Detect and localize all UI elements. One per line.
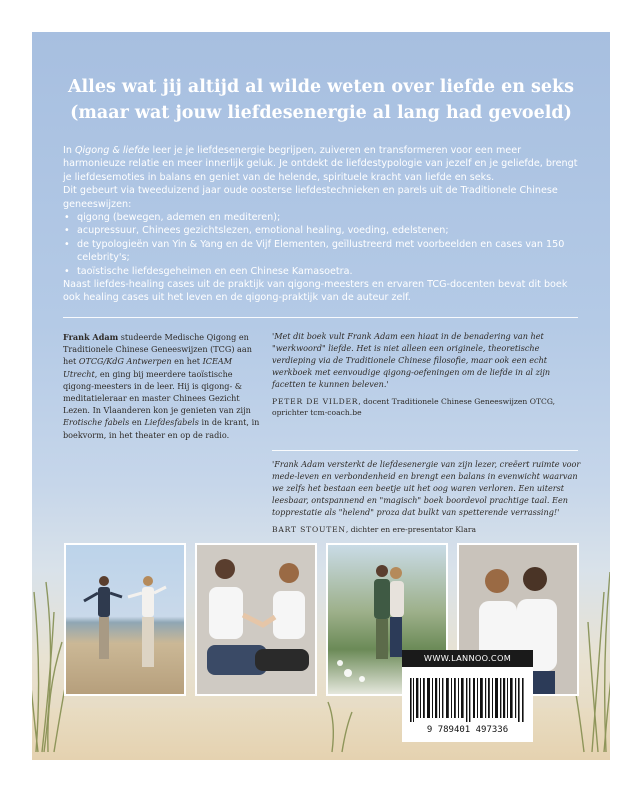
section-divider	[63, 317, 578, 318]
couple-silhouette-icon	[66, 545, 184, 694]
bio-text: en het	[171, 356, 203, 367]
photo-couple-seated-qigong	[195, 543, 317, 696]
book-title-inline: Qigong & liefde	[74, 145, 150, 156]
quote-attribution	[272, 396, 582, 418]
bio-italic: Liefdesfabels	[144, 417, 199, 428]
review-quote-2	[272, 458, 582, 535]
intro-paragraph-3: Naast liefdes-healing cases uit de praktijk van qigong-meesters en ervaren TCG-docenten bevat dit boek ook healing cases uit het leven en de qigong-praktijk van de auteur zelf.	[63, 279, 568, 304]
bio-italic: ICEAM Utrecht	[63, 356, 233, 379]
headline-line-1: Alles wat jij altijd al wilde weten over liefde en seks	[67, 77, 575, 97]
quote-author: BART STOUTEN	[272, 525, 346, 534]
intro-blurb	[63, 144, 583, 305]
barcode-panel	[402, 650, 533, 742]
intro-text: In	[63, 145, 75, 156]
quote-author-role: , docent Traditionele Chinese Geneeswijzen OTCG, oprichter tcm-coach.be	[272, 397, 556, 417]
cover-headline	[32, 74, 610, 126]
barcode-icon	[410, 678, 526, 722]
couple-silhouette-icon	[197, 545, 315, 694]
publisher-url: WWW.LANNOO.COM	[402, 650, 533, 667]
bio-text: , en ging bij meerdere taoïstische qigong-meesters in de leer. Hij is qigong- & meditatieleraar en master Chinees Gezicht Lezen. In Vlaanderen kon je genieten van zijn	[63, 368, 251, 416]
headline-line-2: (maar wat jouw liefdesenergie al lang had gevoeld)	[70, 103, 572, 123]
bio-text: en	[129, 417, 145, 428]
intro-bullet-list	[63, 211, 583, 278]
quote-divider	[272, 450, 578, 451]
author-name: Frank Adam	[63, 332, 119, 342]
bio-italic: Erotische fabels	[63, 417, 130, 428]
quote-author: PETER DE VILDER	[272, 397, 359, 406]
intro-paragraph-2: Dit gebeurt via tweeduizend jaar oude oosterse liefdestechnieken en parels uit de Traditionele Chinese geneeswijzen:	[63, 185, 558, 210]
intro-bullet: • acupressuur, Chinees gezichtslezen, emotional healing, voeding, edelstenen;	[63, 224, 583, 237]
bio-text: in de krant, in boekvorm, in het theater en op de radio.	[63, 417, 260, 440]
intro-paragraph-1	[63, 144, 583, 184]
quote-text: 'Met dit boek vult Frank Adam een hiaat in de benadering van het "werkwoord" liefde. Het is niet alleen een originele, theoretische verdieping via de Traditionele Chinese filosofie, maar ook een echt werkboek met eenvoudige qigong-oefeningen om de liefde in al zijn facetten te kunnen beleven.'	[272, 331, 551, 389]
intro-bullet: • de typologieën van Yin & Yang en de Vijf Elementen, geïllustreerd met voorbeelden en cases van 150 celebrity's;	[63, 238, 583, 265]
quote-attribution	[272, 524, 582, 535]
book-back-cover	[32, 32, 610, 760]
intro-text: leer je je liefdesenergie begrijpen, zuiveren en transformeren voor een meer harmonieuze relatie en meer innerlijk geluk. Je ontdekt de liefdestypologie van jezelf en je geliefde, brengt je liefdesemoties in balans en geniet van de helende, spirituele kracht van liefde en seks.	[63, 145, 578, 183]
photo-couple-beach-qigong	[64, 543, 186, 696]
intro-bullet: • qigong (bewegen, ademen en mediteren);	[63, 211, 583, 224]
quote-text: 'Frank Adam versterkt de liefdesenergie van zijn lezer, creëert ruimte voor mede-leven en verbondenheid en brengt een balans in evenwicht waarvan we zelfs het bestaan een beetje uit het oog waren verloren. Een uiterst leesbaar, ontspannend en "magisch" boek boordevol prachtige taal. Een topprestatie als "helend" proza dat bulkt van spetterende verrassing!'	[272, 459, 581, 517]
bio-italic: OTCG/KdG Antwerpen	[78, 356, 172, 367]
author-bio	[63, 331, 261, 441]
review-quote-1	[272, 330, 582, 418]
quote-author-role: , dichter en ere-presentator Klara	[345, 525, 477, 534]
isbn-number: 9 789401 497336	[426, 725, 509, 735]
intro-bullet: • taoïstische liefdesgeheimen en een Chinese Kamasoetra.	[63, 265, 583, 278]
bio-text: studeerde Medische Qigong en Traditionele Chinese Geneeswijzen (TCG) aan het	[63, 332, 252, 367]
